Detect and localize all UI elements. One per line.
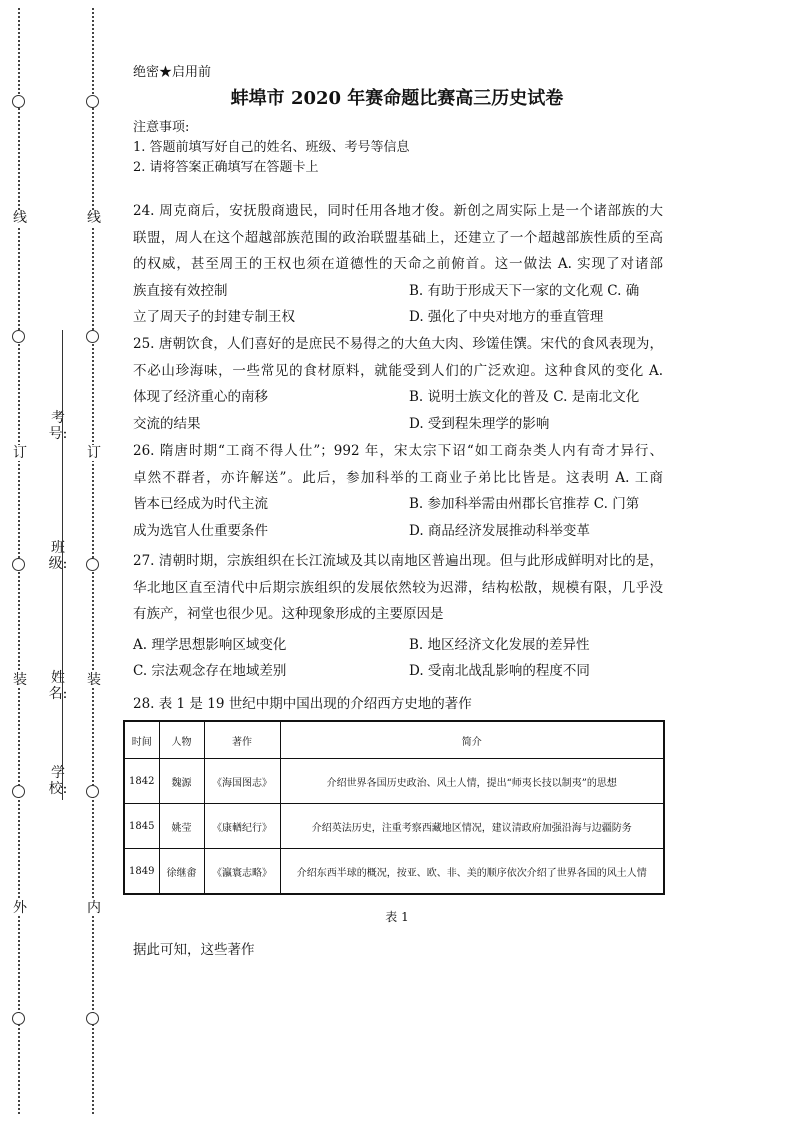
name-field[interactable]: 姓名: <box>44 670 72 702</box>
option-text: D. 商品经济发展推动科举变革 <box>409 522 590 539</box>
outer-label-zhuang: 装 <box>10 672 30 688</box>
school-field[interactable]: 学校: <box>44 765 72 797</box>
circle-mark <box>12 785 25 798</box>
table-cell: 《瀛寰志略》 <box>204 849 280 895</box>
option-text: 皆本已经成为时代主流 <box>133 496 268 512</box>
table-header-cell: 著作 <box>204 721 280 759</box>
question-text: 卓然不群者，亦许解送”。此后，参加科举的工商业子弟比比皆是。这表明 A. 工商 <box>133 469 663 486</box>
table-cell: 徐继畬 <box>159 849 204 895</box>
table-header-row <box>124 721 664 759</box>
table-row <box>124 759 664 804</box>
option-text: B. 有助于形成天下一家的文化观 C. 确 <box>409 282 640 299</box>
question-stem-continuation: 据此可知，这些著作 <box>133 942 255 958</box>
option-row <box>133 278 663 305</box>
question-24 <box>133 198 663 331</box>
inner-label-nei: 内 <box>84 900 104 916</box>
circle-mark <box>12 1012 25 1025</box>
option-d: D. 受南北战乱影响的程度不同 <box>409 663 590 679</box>
option-text: 立了周天子的封建专制王权 <box>133 309 295 325</box>
question-25 <box>133 331 663 437</box>
question-text: 27. 清朝时期，宗族组织在长江流域及其以南地区普遍出现。但与此形成鲜明对比的是， <box>133 553 663 569</box>
table-header-cell: 时间 <box>124 721 159 759</box>
question-text: 25. 唐朝饮食，人们喜好的是庶民不易得之的大鱼大肉、珍馐佳馔。宋代的食风表现为， <box>133 336 663 352</box>
outer-label-ding: 订 <box>10 445 30 461</box>
notice-item: 1. 答题前填写好自己的姓名、班级、考号等信息 <box>133 140 410 155</box>
table-header-cell: 人物 <box>159 721 204 759</box>
option-text: 体现了经济重心的南移 <box>133 389 268 405</box>
table-cell: 介绍东西半球的概况，按亚、欧、非、美的顺序依次介绍了世界各国的风土人情 <box>280 849 664 895</box>
circle-mark <box>86 785 99 798</box>
option-text: 成为选官人仕重要条件 <box>133 522 268 539</box>
option-row <box>133 304 663 331</box>
option-text: B. 参加科举需由州郡长官推荐 C. 门第 <box>409 496 640 512</box>
option-row <box>133 658 663 685</box>
outer-label-wai: 外 <box>10 900 30 916</box>
question-text: 有族产，祠堂也很少见。这种现象形成的主要原因是 <box>133 606 444 622</box>
question-text: 华北地区直至清代中后期宗族组织的发展依然较为迟滞，结构松散，规模有限，几乎没 <box>133 579 663 596</box>
option-text: 交流的结果 <box>133 415 201 432</box>
info-underline <box>62 330 63 800</box>
notice-heading: 注意事项: <box>133 120 190 135</box>
circle-mark <box>86 330 99 343</box>
question-text: 26. 隋唐时期“工商不得人仕”；992 年，宋太宗下诏“如工商杂类人内有奇才异行、 <box>133 443 663 459</box>
secret-mark: 绝密★启用前 <box>133 65 212 80</box>
exam-title: 蚌埠市 2020 年赛命题比赛高三历史试卷 <box>230 88 564 109</box>
option-text: D. 强化了中央对地方的垂直管理 <box>409 309 604 325</box>
table-cell: 介绍世界各国历史政治、风土人情，提出“师夷长技以制夷”的思想 <box>280 759 664 804</box>
option-c: C. 宗法观念存在地域差别 <box>133 663 287 679</box>
option-a: A. 理学思想影响区域变化 <box>133 636 287 653</box>
inner-label-zhuang: 装 <box>84 672 104 688</box>
option-row <box>133 518 663 545</box>
option-b: B. 地区经济文化发展的差异性 <box>409 636 590 653</box>
outer-label-xian: 线 <box>10 210 30 226</box>
option-row <box>133 632 663 659</box>
circle-mark <box>12 330 25 343</box>
question-text: 联盟，周人在这个超越部族范围的政治联盟基础上，还建立了一个超越部族性质的至高 <box>133 229 663 246</box>
table-row <box>124 849 664 895</box>
question-28 <box>133 691 663 718</box>
circle-mark <box>12 558 25 571</box>
question-27 <box>133 548 663 685</box>
exam-number-field[interactable]: 考号: <box>44 410 72 442</box>
table-cell: 《康輶纪行》 <box>204 804 280 849</box>
question-text: 的权威，甚至周王的王权也须在道德性的天命之前俯首。这一做法 A. 实现了对诸部 <box>133 256 663 272</box>
inner-label-ding: 订 <box>84 445 104 461</box>
option-row <box>133 491 663 518</box>
inner-label-xian: 线 <box>84 210 104 226</box>
circle-mark <box>86 558 99 571</box>
class-field[interactable]: 班级: <box>44 540 72 572</box>
question-text: 28. 表 1 是 19 世纪中期中国出现的介绍西方史地的著作 <box>133 696 472 712</box>
notice-item: 2. 请将答案正确填写在答题卡上 <box>133 160 319 175</box>
option-row <box>133 384 663 411</box>
question-text: 不必山珍海味，一些常见的食材原料，就能受到人们的广泛欢迎。这种食风的变化 A. <box>133 362 663 379</box>
table-header-cell: 简介 <box>280 721 664 759</box>
table-cell: 1845 <box>124 804 159 849</box>
table-cell: 1842 <box>124 759 159 804</box>
table-cell: 介绍英法历史，注重考察西藏地区情况，建议清政府加强沿海与边疆防务 <box>280 804 664 849</box>
history-table <box>123 720 665 895</box>
option-text: B. 说明士族文化的普及 C. 是南北文化 <box>409 389 640 405</box>
outer-binding-line <box>10 0 30 1122</box>
table-caption: 表 1 <box>385 910 409 924</box>
notice-section <box>133 118 410 178</box>
table-cell: 魏源 <box>159 759 204 804</box>
table-row <box>124 804 664 849</box>
option-row <box>133 411 663 438</box>
circle-mark <box>86 1012 99 1025</box>
table-cell: 《海国图志》 <box>204 759 280 804</box>
option-text: 族直接有效控制 <box>133 282 228 299</box>
table-cell: 姚莹 <box>159 804 204 849</box>
question-26 <box>133 438 663 544</box>
question-text: 24. 周克商后，安抚殷商遗民，同时任用各地才俊。新创之周实际上是一个诸部族的大 <box>133 203 663 219</box>
table-cell: 1849 <box>124 849 159 895</box>
inner-binding-line <box>84 0 104 1122</box>
option-text: D. 受到程朱理学的影响 <box>409 415 550 432</box>
